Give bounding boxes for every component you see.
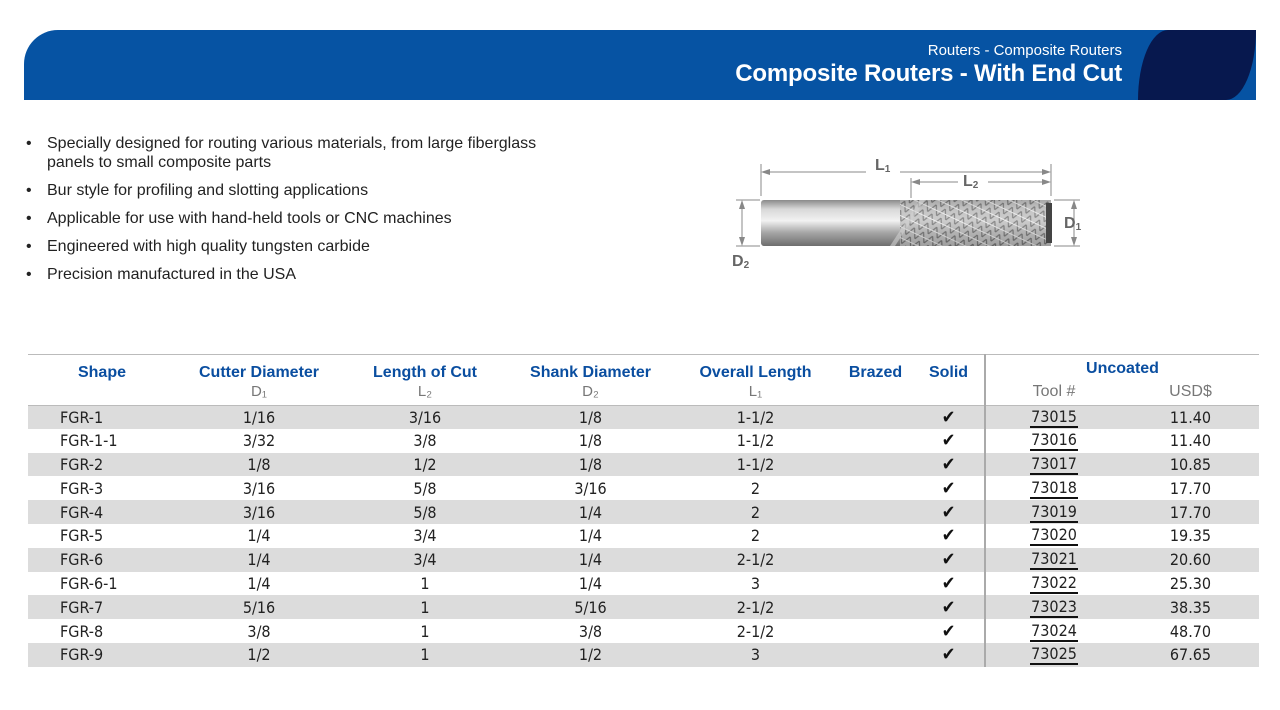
cell-shank-diameter: 1/2 <box>508 643 673 667</box>
cell-shape: FGR-2 <box>28 453 176 477</box>
col-group-uncoated: Uncoated <box>985 355 1259 383</box>
tool-number-link[interactable]: 73018 <box>1031 477 1077 497</box>
checkmark-icon: ✔ <box>941 477 956 499</box>
router-bit-diagram <box>720 148 1100 278</box>
cell-cutter-diameter: 1/8 <box>176 453 342 477</box>
table-row <box>28 500 1259 524</box>
cell-length-of-cut: 5/8 <box>342 500 508 524</box>
cell-length-of-cut: 1 <box>420 573 430 593</box>
cell-price: 19.35 <box>1169 526 1212 546</box>
col-header-overall-length: Overall Length <box>673 355 838 383</box>
checkmark-icon: ✔ <box>941 525 956 547</box>
cell-cutter-diameter: 1/2 <box>176 643 342 667</box>
cell-cutter-diameter: 1/4 <box>247 573 271 593</box>
cell-overall-length: 1-1/2 <box>673 405 838 429</box>
checkmark-icon: ✔ <box>941 620 956 642</box>
tool-number-link[interactable]: 73015 <box>1031 406 1077 426</box>
cell-solid <box>913 643 985 667</box>
cell-solid <box>913 595 985 619</box>
checkmark-icon: ✔ <box>941 572 956 594</box>
table-row <box>28 453 1259 477</box>
table-row <box>28 405 1259 429</box>
cell-overall-length: 1-1/2 <box>673 453 838 477</box>
table-row <box>28 595 1259 619</box>
checkmark-icon: ✔ <box>941 501 956 523</box>
symbol-l2: L₂ <box>417 382 433 400</box>
cell-shape: FGR-5 <box>60 526 104 546</box>
cell-price: 17.70 <box>1169 478 1212 498</box>
cell-length-of-cut: 1/2 <box>342 453 508 477</box>
symbol-d2: D₂ <box>582 382 599 400</box>
col-header-price: USD$ <box>1169 382 1212 400</box>
col-header-shank-diameter: Shank Diameter <box>508 355 673 383</box>
cell-length-of-cut: 1 <box>420 621 430 641</box>
cell-tool-number <box>985 453 1122 477</box>
checkmark-icon: ✔ <box>941 453 956 475</box>
table-row <box>28 619 1259 643</box>
cell-shape: FGR-6 <box>28 548 176 572</box>
cell-cutter-diameter: 3/16 <box>242 478 276 498</box>
tool-number-link[interactable]: 73024 <box>1031 620 1077 640</box>
feature-item: • Bur style for profiling and slotting applications <box>26 181 586 200</box>
cell-tool-number <box>985 476 1122 500</box>
cell-brazed <box>838 524 913 548</box>
table-row <box>28 643 1259 667</box>
cell-brazed <box>838 429 913 453</box>
cell-brazed <box>838 643 913 667</box>
cell-tool-number <box>985 595 1122 619</box>
table-row <box>28 572 1259 596</box>
cell-overall-length: 2-1/2 <box>736 621 775 641</box>
feature-list <box>26 134 586 293</box>
cell-tool-number <box>985 405 1122 429</box>
symbol-d1: D₁ <box>251 382 267 400</box>
cell-cutter-diameter: 1/4 <box>176 548 342 572</box>
cell-tool-number <box>985 548 1122 572</box>
cell-brazed <box>838 595 913 619</box>
tool-number-link[interactable]: 73017 <box>1031 453 1077 473</box>
cell-price: 11.40 <box>1122 405 1259 429</box>
cell-shape: FGR-3 <box>60 478 104 498</box>
dim-label-d2: $D_2$ <box>732 253 750 271</box>
dim-label-l2: $L_2$ <box>963 173 979 191</box>
tool-number-link[interactable]: 73023 <box>1031 596 1077 616</box>
cell-cutter-diameter: 1/16 <box>176 405 342 429</box>
cell-brazed <box>838 548 913 572</box>
table-row <box>28 548 1259 572</box>
cell-shape: FGR-1 <box>28 405 176 429</box>
cell-solid <box>913 524 985 548</box>
cell-solid <box>913 500 985 524</box>
cell-length-of-cut: 3/16 <box>342 405 508 429</box>
tool-number-link[interactable]: 73025 <box>1031 644 1077 664</box>
table-row <box>28 476 1259 500</box>
dim-label-d1: $D_1$ <box>1064 215 1082 233</box>
cell-overall-length: 1-1/2 <box>736 431 775 451</box>
cell-brazed <box>838 500 913 524</box>
cell-shank-diameter: 3/16 <box>574 478 607 498</box>
cell-price: 25.30 <box>1169 573 1212 593</box>
cell-shank-diameter: 1/4 <box>578 526 603 546</box>
cell-shape: FGR-8 <box>60 621 104 641</box>
cell-tool-number <box>985 619 1122 643</box>
cell-solid <box>913 429 985 453</box>
cell-shape: FGR-6-1 <box>60 573 118 593</box>
cell-shank-diameter: 1/4 <box>508 500 673 524</box>
header-banner <box>24 30 1256 100</box>
cell-price: 20.60 <box>1122 548 1259 572</box>
checkmark-icon: ✔ <box>941 596 956 618</box>
cell-length-of-cut: 3/4 <box>413 526 437 546</box>
checkmark-icon: ✔ <box>941 406 956 428</box>
cell-overall-length: 2-1/2 <box>673 548 838 572</box>
cell-brazed <box>838 453 913 477</box>
col-header-length-of-cut: Length of Cut <box>342 355 508 383</box>
feature-item: • Precision manufactured in the USA <box>26 265 586 284</box>
col-header-shape: Shape <box>28 355 176 383</box>
cell-brazed <box>838 405 913 429</box>
specs-table-body <box>28 405 1259 667</box>
cell-shape: FGR-1-1 <box>60 431 118 451</box>
feature-item: • Applicable for use with hand-held tools or CNC machines <box>26 209 586 228</box>
feature-item: • Specially designed for routing various materials, from large fiberglass panels to small composite parts <box>26 134 586 172</box>
tool-number-link[interactable]: 73022 <box>1031 572 1077 592</box>
cell-length-of-cut: 3/8 <box>413 431 437 451</box>
cell-shank-diameter: 1/8 <box>508 453 673 477</box>
cell-overall-length: 2 <box>750 526 761 546</box>
feature-item: • Engineered with high quality tungsten carbide <box>26 237 586 256</box>
cell-length-of-cut: 3/4 <box>342 548 508 572</box>
cell-price: 10.85 <box>1122 453 1259 477</box>
cell-shank-diameter: 1/4 <box>508 548 673 572</box>
cell-shank-diameter: 1/4 <box>578 573 603 593</box>
tool-number-link[interactable]: 73016 <box>1031 430 1077 450</box>
cell-price: 11.40 <box>1169 431 1212 451</box>
cell-overall-length: 3 <box>673 643 838 667</box>
cell-shank-diameter: 1/8 <box>578 431 603 451</box>
col-header-tool-number: Tool # <box>985 383 1122 406</box>
cell-solid <box>913 548 985 572</box>
checkmark-icon: ✔ <box>941 644 956 666</box>
cell-tool-number <box>985 429 1122 453</box>
cell-tool-number <box>985 524 1122 548</box>
cell-solid <box>913 572 985 596</box>
cell-length-of-cut: 1 <box>342 643 508 667</box>
tool-number-link[interactable]: 73021 <box>1031 549 1077 569</box>
cell-solid <box>913 619 985 643</box>
cell-cutter-diameter: 3/32 <box>242 431 276 451</box>
col-header-cutter-diameter: Cutter Diameter <box>176 355 342 383</box>
cell-cutter-diameter: 3/16 <box>176 500 342 524</box>
cell-solid <box>913 405 985 429</box>
cell-cutter-diameter: 5/16 <box>176 595 342 619</box>
cell-tool-number <box>985 643 1122 667</box>
cell-length-of-cut: 1 <box>342 595 508 619</box>
cell-solid <box>913 476 985 500</box>
page-title: Composite Routers - With End Cut <box>735 60 1122 87</box>
cell-overall-length: 2-1/2 <box>673 595 838 619</box>
tool-number-link[interactable]: 73020 <box>1031 525 1077 545</box>
banner-accent-cap <box>1138 30 1256 100</box>
cell-tool-number <box>985 500 1122 524</box>
cell-price: 67.65 <box>1122 643 1259 667</box>
cell-shape: FGR-7 <box>28 595 176 619</box>
specs-table <box>28 354 1259 667</box>
router-bit-illustration <box>720 148 1100 278</box>
cell-overall-length: 2 <box>673 500 838 524</box>
cell-price: 48.70 <box>1169 621 1212 641</box>
col-header-solid: Solid <box>913 355 985 383</box>
tool-number-link[interactable]: 73019 <box>1031 501 1077 521</box>
cell-brazed <box>838 619 913 643</box>
cell-overall-length: 2 <box>750 478 761 498</box>
breadcrumb: Routers - Composite Routers <box>927 42 1122 59</box>
cell-shank-diameter: 3/8 <box>578 621 603 641</box>
cell-solid <box>913 453 985 477</box>
checkmark-icon: ✔ <box>941 549 956 571</box>
cell-shank-diameter: 5/16 <box>508 595 673 619</box>
cell-price: 17.70 <box>1122 500 1259 524</box>
checkmark-icon: ✔ <box>941 430 956 452</box>
cell-cutter-diameter: 3/8 <box>247 621 271 641</box>
cell-shape: FGR-4 <box>28 500 176 524</box>
cell-length-of-cut: 5/8 <box>413 478 437 498</box>
cell-tool-number <box>985 572 1122 596</box>
cell-brazed <box>838 572 913 596</box>
symbol-l1: L₁ <box>748 382 763 400</box>
cell-cutter-diameter: 1/4 <box>247 526 271 546</box>
cell-shape: FGR-9 <box>28 643 176 667</box>
header-text <box>735 42 1122 88</box>
table-row <box>28 429 1259 453</box>
col-header-brazed: Brazed <box>838 355 913 383</box>
cell-overall-length: 3 <box>750 573 761 593</box>
cell-shank-diameter: 1/8 <box>508 405 673 429</box>
cell-brazed <box>838 476 913 500</box>
table-row <box>28 524 1259 548</box>
cell-price: 38.35 <box>1122 595 1259 619</box>
dim-label-l1: $L_1$ <box>875 157 891 175</box>
